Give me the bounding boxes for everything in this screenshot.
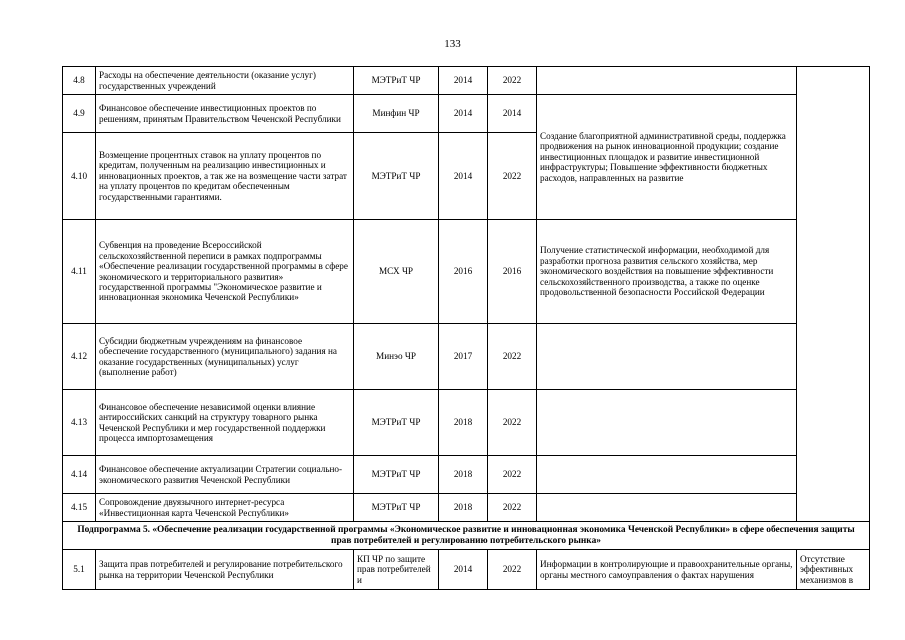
start-year: 2014: [439, 133, 488, 220]
expected-result: [537, 390, 797, 456]
row-number: 4.15: [63, 494, 96, 522]
table-row: [63, 456, 870, 494]
executor: Минэо ЧР: [354, 324, 439, 390]
end-year: 2022: [488, 494, 537, 522]
activity-name: Защита прав потребителей и регулирование потребительского рынка на территории Чеченской Республики: [96, 550, 354, 590]
row-number: 4.9: [63, 95, 96, 133]
end-year: 2022: [488, 390, 537, 456]
start-year: 2018: [439, 390, 488, 456]
executor: МЭТРиТ ЧР: [354, 494, 439, 522]
activity-name: Финансовое обеспечение актуализации Стратегии социально-экономического развития Чеченской Республики: [96, 456, 354, 494]
expected-result: [537, 324, 797, 390]
table-row: [63, 324, 870, 390]
expected-result: Информации в контролирующие и правоохранительные органы, органы местного самоуправления о фактах нарушения: [537, 550, 797, 590]
activity-name: Субсидии бюджетным учреждениям на финансовое обеспечение государственного (муниципального) задания на оказание государственных (муниципальных) услуг (выполнение работ): [96, 324, 354, 390]
start-year: 2018: [439, 456, 488, 494]
executor: МЭТРиТ ЧР: [354, 390, 439, 456]
end-year: 2022: [488, 456, 537, 494]
expected-result: [537, 494, 797, 522]
activity-name: Расходы на обеспечение деятельности (оказание услуг) государственных учреждений: [96, 67, 354, 95]
expected-result: [537, 67, 797, 95]
problems-column: [797, 67, 870, 522]
table-row: [63, 494, 870, 522]
end-year: 2016: [488, 220, 537, 324]
row-number: 4.14: [63, 456, 96, 494]
executor: МЭТРиТ ЧР: [354, 456, 439, 494]
activity-name: Сопровождение двуязычного интернет-ресурса «Инвестиционная карта Чеченской Республики»: [96, 494, 354, 522]
table-row: [63, 390, 870, 456]
start-year: 2018: [439, 494, 488, 522]
executor: МЭТРиТ ЧР: [354, 67, 439, 95]
end-year: 2022: [488, 550, 537, 590]
row-number: 4.13: [63, 390, 96, 456]
start-year: 2014: [439, 95, 488, 133]
row-number: 4.12: [63, 324, 96, 390]
start-year: 2016: [439, 220, 488, 324]
start-year: 2014: [439, 67, 488, 95]
end-year: 2022: [488, 324, 537, 390]
expected-result: Создание благоприятной административной среды, поддержка продвижения на рынок инновационной продукции; создание инвестиционных площадок и развитие инвестиционной инфраструктуры; Повышение эффективности бюджетных расходов, направленных на развитие: [537, 95, 797, 220]
activity-name: Финансовое обеспечение независимой оценки влияние антироссийских санкций на структуру товарного рынка Чеченской Республики и мер государственной поддержки процесса импортозамещения: [96, 390, 354, 456]
executor: МЭТРиТ ЧР: [354, 133, 439, 220]
expected-result: [537, 456, 797, 494]
start-year: 2017: [439, 324, 488, 390]
table-row: [63, 220, 870, 324]
activity-name: Финансовое обеспечение инвестиционных проектов по решениям, принятым Правительством Чеченской Республики: [96, 95, 354, 133]
activity-name: Возмещение процентных ставок на уплату процентов по кредитам, полученным на реализацию инвестиционных и инновационных проектов, а так же на возмещение части затрат на уплату процентов по кредитам обеспеченным государственными гарантиями.: [96, 133, 354, 220]
row-number: 4.8: [63, 67, 96, 95]
table-row: [63, 67, 870, 95]
end-year: 2022: [488, 67, 537, 95]
program-table: [62, 66, 870, 590]
end-year: 2022: [488, 133, 537, 220]
subprogram-title: Подпрограмма 5. «Обеспечение реализации государственной программы «Экономическое развитие и инновационная экономика Чеченской Республики» в сфере обеспечения защиты прав потребителей и регулированию потребительского рынка»: [63, 522, 870, 550]
row-number: 5.1: [63, 550, 96, 590]
expected-result: Получение статистической информации, необходимой для разработки прогноза развития сельского хозяйства, мер экономического воздействия на повышение эффективности сельскохозяйственного производства, а также по оценке продовольственной безопасности Российской Федерации: [537, 220, 797, 324]
problem-text: Отсутствие эффективных механизмов в: [797, 550, 870, 590]
row-number: 4.11: [63, 220, 96, 324]
executor: КП ЧР по защите прав потребителей и: [354, 550, 439, 590]
table-row: [63, 550, 870, 590]
executor: Минфин ЧР: [354, 95, 439, 133]
end-year: 2014: [488, 95, 537, 133]
subprogram-header-row: [63, 522, 870, 550]
executor: МСХ ЧР: [354, 220, 439, 324]
table-row: [63, 95, 870, 133]
activity-name: Субвенция на проведение Всероссийской сельскохозяйственной переписи в рамках подпрограммы «Обеспечение реализации государственной программы в сфере экономического и территориального развития» государственной программы "Экономическое развитие и инновационная экономика Чеченской Республики»: [96, 220, 354, 324]
page-number: 133: [444, 38, 461, 50]
row-number: 4.10: [63, 133, 96, 220]
start-year: 2014: [439, 550, 488, 590]
